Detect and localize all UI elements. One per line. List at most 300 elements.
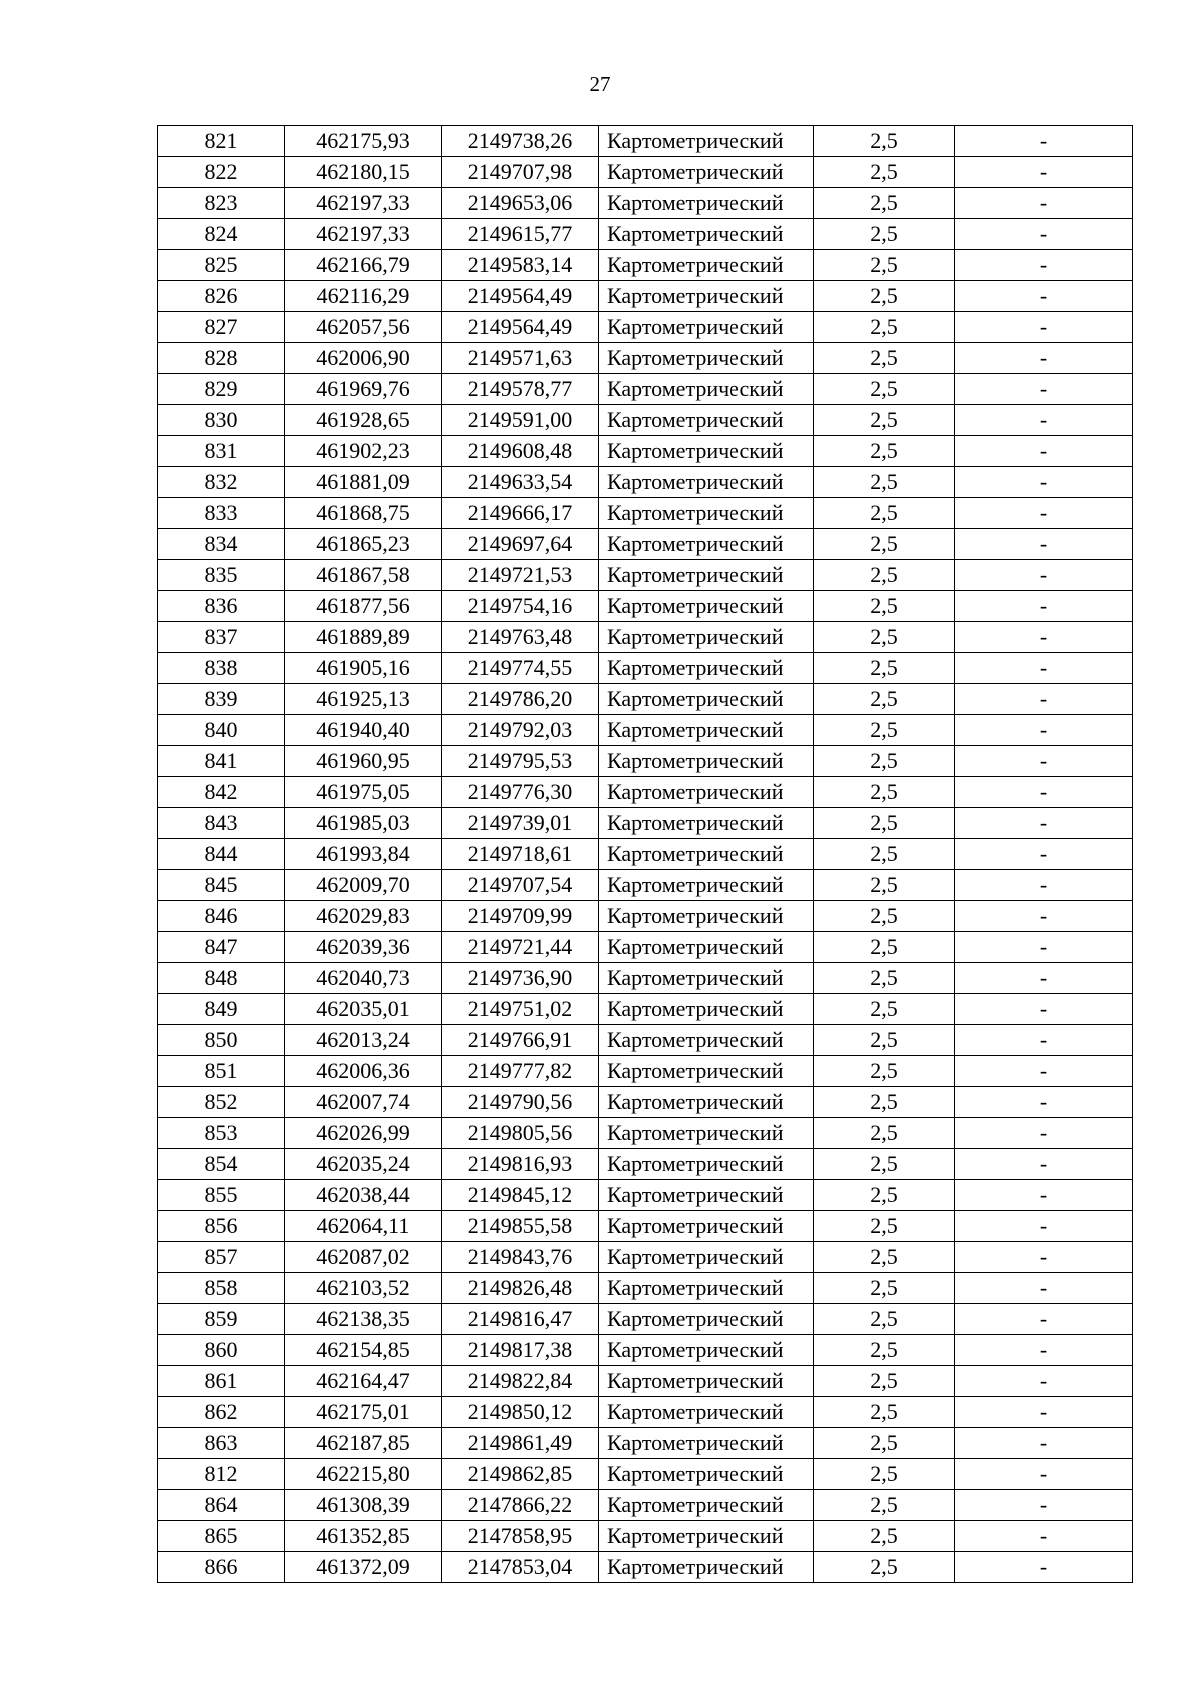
cell-method: Картометрический [599, 436, 814, 467]
cell-accuracy: 2,5 [814, 126, 955, 157]
cell-coordinate-x: 461352,85 [285, 1521, 442, 1552]
cell-accuracy: 2,5 [814, 1552, 955, 1583]
cell-coordinate-x: 462116,29 [285, 281, 442, 312]
cell-method: Картометрический [599, 1366, 814, 1397]
cell-accuracy: 2,5 [814, 715, 955, 746]
cell-note: - [955, 157, 1133, 188]
cell-note: - [955, 1149, 1133, 1180]
cell-accuracy: 2,5 [814, 1428, 955, 1459]
cell-note: - [955, 1366, 1133, 1397]
cell-coordinate-y: 2149774,55 [442, 653, 599, 684]
table-row [158, 1304, 1133, 1335]
cell-method: Картометрический [599, 870, 814, 901]
cell-coordinate-y: 2149795,53 [442, 746, 599, 777]
cell-method: Картометрический [599, 281, 814, 312]
cell-note: - [955, 1459, 1133, 1490]
cell-note: - [955, 312, 1133, 343]
cell-method: Картометрический [599, 839, 814, 870]
cell-method: Картометрический [599, 1552, 814, 1583]
cell-accuracy: 2,5 [814, 467, 955, 498]
cell-point-number: 833 [158, 498, 285, 529]
cell-coordinate-y: 2149862,85 [442, 1459, 599, 1490]
cell-accuracy: 2,5 [814, 157, 955, 188]
cell-accuracy: 2,5 [814, 1490, 955, 1521]
cell-note: - [955, 715, 1133, 746]
table-row [158, 374, 1133, 405]
cell-note: - [955, 1087, 1133, 1118]
cell-note: - [955, 1025, 1133, 1056]
cell-accuracy: 2,5 [814, 343, 955, 374]
cell-method: Картометрический [599, 1118, 814, 1149]
cell-method: Картометрический [599, 1087, 814, 1118]
cell-accuracy: 2,5 [814, 529, 955, 560]
cell-point-number: 821 [158, 126, 285, 157]
cell-point-number: 852 [158, 1087, 285, 1118]
cell-accuracy: 2,5 [814, 1335, 955, 1366]
cell-point-number: 825 [158, 250, 285, 281]
table-row [158, 1335, 1133, 1366]
cell-point-number: 865 [158, 1521, 285, 1552]
cell-accuracy: 2,5 [814, 870, 955, 901]
table-row [158, 839, 1133, 870]
cell-accuracy: 2,5 [814, 1366, 955, 1397]
cell-accuracy: 2,5 [814, 1118, 955, 1149]
cell-accuracy: 2,5 [814, 963, 955, 994]
table-row [158, 1521, 1133, 1552]
table-row [158, 343, 1133, 374]
cell-coordinate-x: 461372,09 [285, 1552, 442, 1583]
cell-note: - [955, 963, 1133, 994]
cell-coordinate-y: 2149777,82 [442, 1056, 599, 1087]
cell-accuracy: 2,5 [814, 250, 955, 281]
cell-point-number: 860 [158, 1335, 285, 1366]
table-row [158, 1273, 1133, 1304]
cell-method: Картометрический [599, 932, 814, 963]
cell-coordinate-x: 461985,03 [285, 808, 442, 839]
cell-point-number: 841 [158, 746, 285, 777]
cell-method: Картометрический [599, 1273, 814, 1304]
cell-coordinate-x: 461865,23 [285, 529, 442, 560]
table-row [158, 405, 1133, 436]
cell-note: - [955, 1490, 1133, 1521]
cell-accuracy: 2,5 [814, 839, 955, 870]
cell-coordinate-y: 2149564,49 [442, 281, 599, 312]
cell-coordinate-y: 2149826,48 [442, 1273, 599, 1304]
cell-note: - [955, 653, 1133, 684]
cell-method: Картометрический [599, 498, 814, 529]
cell-coordinate-x: 462166,79 [285, 250, 442, 281]
table-row [158, 529, 1133, 560]
cell-accuracy: 2,5 [814, 188, 955, 219]
cell-coordinate-y: 2149776,30 [442, 777, 599, 808]
cell-accuracy: 2,5 [814, 1459, 955, 1490]
cell-coordinate-y: 2149564,49 [442, 312, 599, 343]
cell-accuracy: 2,5 [814, 374, 955, 405]
cell-note: - [955, 405, 1133, 436]
table-row [158, 1087, 1133, 1118]
cell-point-number: 853 [158, 1118, 285, 1149]
table-row [158, 1056, 1133, 1087]
cell-accuracy: 2,5 [814, 591, 955, 622]
cell-note: - [955, 250, 1133, 281]
cell-point-number: 834 [158, 529, 285, 560]
cell-coordinate-y: 2149855,58 [442, 1211, 599, 1242]
cell-coordinate-y: 2149861,49 [442, 1428, 599, 1459]
table-row [158, 467, 1133, 498]
cell-method: Картометрический [599, 126, 814, 157]
cell-point-number: 824 [158, 219, 285, 250]
cell-coordinate-x: 461940,40 [285, 715, 442, 746]
cell-coordinate-y: 2147858,95 [442, 1521, 599, 1552]
cell-note: - [955, 870, 1133, 901]
cell-coordinate-x: 462029,83 [285, 901, 442, 932]
cell-method: Картометрический [599, 1459, 814, 1490]
cell-method: Картометрический [599, 1304, 814, 1335]
table-row [158, 560, 1133, 591]
cell-coordinate-y: 2149707,54 [442, 870, 599, 901]
table-row [158, 281, 1133, 312]
cell-accuracy: 2,5 [814, 436, 955, 467]
cell-coordinate-y: 2149697,64 [442, 529, 599, 560]
cell-coordinate-y: 2149578,77 [442, 374, 599, 405]
cell-coordinate-y: 2149792,03 [442, 715, 599, 746]
cell-note: - [955, 374, 1133, 405]
cell-method: Картометрический [599, 622, 814, 653]
cell-point-number: 844 [158, 839, 285, 870]
cell-accuracy: 2,5 [814, 405, 955, 436]
cell-coordinate-y: 2149786,20 [442, 684, 599, 715]
table-row [158, 1180, 1133, 1211]
cell-method: Картометрический [599, 1428, 814, 1459]
cell-accuracy: 2,5 [814, 1397, 955, 1428]
cell-coordinate-x: 461925,13 [285, 684, 442, 715]
cell-method: Картометрический [599, 1397, 814, 1428]
cell-coordinate-x: 462180,15 [285, 157, 442, 188]
cell-point-number: 836 [158, 591, 285, 622]
cell-point-number: 843 [158, 808, 285, 839]
cell-method: Картометрический [599, 1242, 814, 1273]
cell-accuracy: 2,5 [814, 684, 955, 715]
cell-accuracy: 2,5 [814, 281, 955, 312]
cell-note: - [955, 808, 1133, 839]
cell-point-number: 861 [158, 1366, 285, 1397]
cell-coordinate-x: 461877,56 [285, 591, 442, 622]
cell-coordinate-y: 2149850,12 [442, 1397, 599, 1428]
cell-point-number: 832 [158, 467, 285, 498]
table-row [158, 312, 1133, 343]
cell-point-number: 828 [158, 343, 285, 374]
table-row [158, 901, 1133, 932]
cell-coordinate-x: 462013,24 [285, 1025, 442, 1056]
cell-method: Картометрический [599, 684, 814, 715]
cell-coordinate-y: 2149805,56 [442, 1118, 599, 1149]
cell-coordinate-x: 462064,11 [285, 1211, 442, 1242]
cell-point-number: 839 [158, 684, 285, 715]
cell-point-number: 847 [158, 932, 285, 963]
cell-accuracy: 2,5 [814, 1180, 955, 1211]
table-row [158, 932, 1133, 963]
cell-coordinate-x: 462057,56 [285, 312, 442, 343]
cell-method: Картометрический [599, 529, 814, 560]
cell-coordinate-y: 2147866,22 [442, 1490, 599, 1521]
table-row [158, 591, 1133, 622]
cell-note: - [955, 1056, 1133, 1087]
cell-accuracy: 2,5 [814, 1211, 955, 1242]
cell-method: Картометрический [599, 746, 814, 777]
cell-point-number: 866 [158, 1552, 285, 1583]
cell-accuracy: 2,5 [814, 1242, 955, 1273]
cell-method: Картометрический [599, 467, 814, 498]
cell-accuracy: 2,5 [814, 1273, 955, 1304]
cell-coordinate-x: 462087,02 [285, 1242, 442, 1273]
cell-coordinate-x: 461902,23 [285, 436, 442, 467]
cell-accuracy: 2,5 [814, 1025, 955, 1056]
cell-coordinate-x: 461928,65 [285, 405, 442, 436]
cell-method: Картометрический [599, 312, 814, 343]
cell-method: Картометрический [599, 1149, 814, 1180]
cell-point-number: 838 [158, 653, 285, 684]
cell-coordinate-y: 2149739,01 [442, 808, 599, 839]
cell-coordinate-x: 461905,16 [285, 653, 442, 684]
cell-method: Картометрический [599, 1521, 814, 1552]
table-row [158, 1490, 1133, 1521]
table-row [158, 1118, 1133, 1149]
cell-method: Картометрический [599, 1490, 814, 1521]
cell-coordinate-x: 462006,36 [285, 1056, 442, 1087]
cell-note: - [955, 1552, 1133, 1583]
cell-coordinate-x: 462154,85 [285, 1335, 442, 1366]
cell-accuracy: 2,5 [814, 746, 955, 777]
cell-coordinate-x: 462038,44 [285, 1180, 442, 1211]
cell-method: Картометрический [599, 963, 814, 994]
cell-note: - [955, 622, 1133, 653]
cell-method: Картометрический [599, 901, 814, 932]
table-row [158, 436, 1133, 467]
cell-method: Картометрический [599, 219, 814, 250]
cell-point-number: 846 [158, 901, 285, 932]
cell-point-number: 837 [158, 622, 285, 653]
table-row [158, 963, 1133, 994]
cell-coordinate-x: 462007,74 [285, 1087, 442, 1118]
cell-coordinate-y: 2149816,93 [442, 1149, 599, 1180]
cell-note: - [955, 1118, 1133, 1149]
cell-point-number: 855 [158, 1180, 285, 1211]
cell-note: - [955, 994, 1133, 1025]
cell-method: Картометрический [599, 343, 814, 374]
cell-point-number: 850 [158, 1025, 285, 1056]
cell-note: - [955, 219, 1133, 250]
cell-coordinate-y: 2149816,47 [442, 1304, 599, 1335]
cell-coordinate-y: 2149763,48 [442, 622, 599, 653]
cell-coordinate-y: 2147853,04 [442, 1552, 599, 1583]
cell-accuracy: 2,5 [814, 1304, 955, 1335]
cell-method: Картометрический [599, 405, 814, 436]
cell-coordinate-y: 2149633,54 [442, 467, 599, 498]
cell-point-number: 845 [158, 870, 285, 901]
cell-note: - [955, 1304, 1133, 1335]
cell-coordinate-y: 2149751,02 [442, 994, 599, 1025]
cell-note: - [955, 188, 1133, 219]
cell-point-number: 858 [158, 1273, 285, 1304]
cell-note: - [955, 1335, 1133, 1366]
table-row [158, 1211, 1133, 1242]
cell-coordinate-y: 2149583,14 [442, 250, 599, 281]
cell-point-number: 857 [158, 1242, 285, 1273]
cell-coordinate-x: 462009,70 [285, 870, 442, 901]
cell-coordinate-x: 462035,24 [285, 1149, 442, 1180]
cell-method: Картометрический [599, 715, 814, 746]
cell-method: Картометрический [599, 808, 814, 839]
cell-note: - [955, 901, 1133, 932]
cell-point-number: 830 [158, 405, 285, 436]
cell-coordinate-x: 461868,75 [285, 498, 442, 529]
table-row [158, 684, 1133, 715]
table-row [158, 1459, 1133, 1490]
cell-method: Картометрический [599, 591, 814, 622]
cell-accuracy: 2,5 [814, 932, 955, 963]
table-row [158, 1366, 1133, 1397]
table-row [158, 126, 1133, 157]
cell-coordinate-x: 461867,58 [285, 560, 442, 591]
cell-coordinate-y: 2149608,48 [442, 436, 599, 467]
cell-note: - [955, 1428, 1133, 1459]
cell-point-number: 835 [158, 560, 285, 591]
cell-method: Картометрический [599, 1335, 814, 1366]
table-row [158, 808, 1133, 839]
cell-point-number: 812 [158, 1459, 285, 1490]
cell-note: - [955, 1273, 1133, 1304]
cell-coordinate-x: 461960,95 [285, 746, 442, 777]
coordinates-table [157, 125, 1133, 1583]
cell-method: Картометрический [599, 250, 814, 281]
cell-coordinate-y: 2149666,17 [442, 498, 599, 529]
cell-point-number: 831 [158, 436, 285, 467]
cell-note: - [955, 560, 1133, 591]
cell-coordinate-x: 461993,84 [285, 839, 442, 870]
cell-note: - [955, 1521, 1133, 1552]
cell-point-number: 829 [158, 374, 285, 405]
cell-point-number: 842 [158, 777, 285, 808]
table-row [158, 746, 1133, 777]
cell-coordinate-x: 462103,52 [285, 1273, 442, 1304]
table-row [158, 622, 1133, 653]
cell-coordinate-y: 2149615,77 [442, 219, 599, 250]
cell-note: - [955, 1242, 1133, 1273]
cell-method: Картометрический [599, 374, 814, 405]
cell-coordinate-x: 462197,33 [285, 219, 442, 250]
cell-note: - [955, 498, 1133, 529]
cell-note: - [955, 591, 1133, 622]
table-row [158, 219, 1133, 250]
cell-method: Картометрический [599, 777, 814, 808]
cell-coordinate-y: 2149845,12 [442, 1180, 599, 1211]
cell-coordinate-x: 462026,99 [285, 1118, 442, 1149]
cell-accuracy: 2,5 [814, 1087, 955, 1118]
cell-method: Картометрический [599, 653, 814, 684]
cell-method: Картометрический [599, 157, 814, 188]
cell-coordinate-x: 461969,76 [285, 374, 442, 405]
cell-accuracy: 2,5 [814, 219, 955, 250]
cell-note: - [955, 467, 1133, 498]
cell-coordinate-y: 2149754,16 [442, 591, 599, 622]
cell-coordinate-x: 461308,39 [285, 1490, 442, 1521]
cell-note: - [955, 126, 1133, 157]
cell-point-number: 864 [158, 1490, 285, 1521]
cell-coordinate-y: 2149843,76 [442, 1242, 599, 1273]
cell-point-number: 848 [158, 963, 285, 994]
cell-coordinate-x: 462175,01 [285, 1397, 442, 1428]
table-row [158, 715, 1133, 746]
table-row [158, 777, 1133, 808]
cell-coordinate-x: 461975,05 [285, 777, 442, 808]
cell-accuracy: 2,5 [814, 498, 955, 529]
cell-method: Картометрический [599, 188, 814, 219]
cell-coordinate-y: 2149790,56 [442, 1087, 599, 1118]
cell-point-number: 822 [158, 157, 285, 188]
cell-coordinate-x: 462187,85 [285, 1428, 442, 1459]
cell-accuracy: 2,5 [814, 808, 955, 839]
cell-point-number: 823 [158, 188, 285, 219]
cell-point-number: 863 [158, 1428, 285, 1459]
cell-method: Картометрический [599, 1025, 814, 1056]
cell-method: Картометрический [599, 560, 814, 591]
cell-coordinate-x: 461889,89 [285, 622, 442, 653]
cell-point-number: 862 [158, 1397, 285, 1428]
cell-note: - [955, 839, 1133, 870]
table-row [158, 1428, 1133, 1459]
cell-accuracy: 2,5 [814, 1521, 955, 1552]
cell-accuracy: 2,5 [814, 994, 955, 1025]
cell-coordinate-x: 462164,47 [285, 1366, 442, 1397]
cell-accuracy: 2,5 [814, 1149, 955, 1180]
table-row [158, 498, 1133, 529]
cell-note: - [955, 436, 1133, 467]
cell-accuracy: 2,5 [814, 1056, 955, 1087]
cell-coordinate-y: 2149738,26 [442, 126, 599, 157]
cell-point-number: 851 [158, 1056, 285, 1087]
page-number: 27 [589, 72, 611, 96]
cell-point-number: 840 [158, 715, 285, 746]
cell-note: - [955, 1211, 1133, 1242]
table-row [158, 653, 1133, 684]
cell-note: - [955, 932, 1133, 963]
cell-coordinate-y: 2149766,91 [442, 1025, 599, 1056]
cell-method: Картометрический [599, 994, 814, 1025]
table-row [158, 1552, 1133, 1583]
cell-coordinate-x: 461881,09 [285, 467, 442, 498]
cell-coordinate-y: 2149709,99 [442, 901, 599, 932]
cell-coordinate-y: 2149718,61 [442, 839, 599, 870]
cell-method: Картометрический [599, 1180, 814, 1211]
table-row [158, 188, 1133, 219]
cell-method: Картометрический [599, 1211, 814, 1242]
table-row [158, 870, 1133, 901]
cell-coordinate-x: 462215,80 [285, 1459, 442, 1490]
cell-accuracy: 2,5 [814, 901, 955, 932]
cell-coordinate-x: 462040,73 [285, 963, 442, 994]
cell-accuracy: 2,5 [814, 777, 955, 808]
cell-point-number: 849 [158, 994, 285, 1025]
cell-method: Картометрический [599, 1056, 814, 1087]
cell-coordinate-x: 462006,90 [285, 343, 442, 374]
cell-point-number: 826 [158, 281, 285, 312]
table-row [158, 1149, 1133, 1180]
table-row [158, 1242, 1133, 1273]
cell-coordinate-y: 2149817,38 [442, 1335, 599, 1366]
cell-note: - [955, 777, 1133, 808]
cell-note: - [955, 684, 1133, 715]
cell-coordinate-x: 462197,33 [285, 188, 442, 219]
